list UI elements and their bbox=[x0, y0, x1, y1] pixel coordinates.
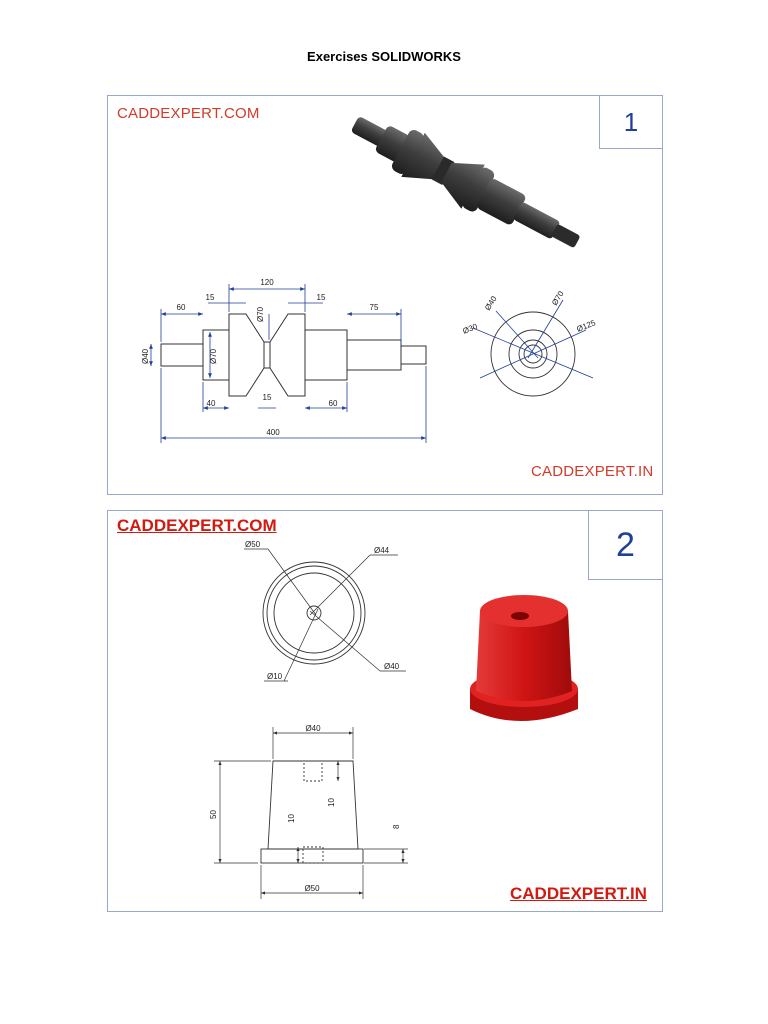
front-dim-base-d50: Ø50 bbox=[304, 884, 320, 893]
shaft-3d-model bbox=[343, 102, 589, 264]
side-dim-d70: Ø70 bbox=[550, 289, 566, 308]
side-dim-d30: Ø30 bbox=[461, 321, 479, 336]
top-dim-d10: Ø10 bbox=[267, 672, 283, 681]
brand-bottom-label: CADDEXPERT.IN bbox=[531, 463, 654, 480]
front-dim-base-8: 8 bbox=[392, 824, 401, 829]
exercise-2-drawing bbox=[108, 511, 662, 911]
dim-total-400: 400 bbox=[266, 428, 280, 437]
top-dim-d40: Ø40 bbox=[384, 662, 400, 671]
dim-bottom-60: 60 bbox=[328, 399, 338, 408]
exercise-1-drawing bbox=[108, 96, 662, 494]
cup-top-view bbox=[263, 562, 365, 664]
exercise-number: 2 bbox=[588, 510, 663, 580]
top-dim-d50: Ø50 bbox=[245, 540, 261, 549]
side-dim-d125: Ø125 bbox=[575, 318, 597, 334]
dim-flange-15b: 15 bbox=[316, 293, 326, 302]
cup-front-view bbox=[261, 761, 363, 863]
front-dim-height-50: 50 bbox=[209, 810, 218, 819]
top-dim-d44: Ø44 bbox=[374, 546, 390, 555]
exercise-2-panel bbox=[107, 510, 663, 912]
cup-3d-model bbox=[470, 595, 578, 721]
dim-flange-15a: 15 bbox=[205, 293, 215, 302]
brand-top-label: CADDEXPERT.COM bbox=[117, 105, 260, 122]
page-title: Exercises SOLIDWORKS bbox=[307, 49, 461, 64]
dim-dia-40-left: Ø40 bbox=[141, 348, 150, 364]
dim-120: 120 bbox=[260, 278, 274, 287]
exercise-number: 1 bbox=[599, 95, 663, 149]
side-dim-d40: Ø40 bbox=[483, 294, 499, 313]
dim-bottom-40: 40 bbox=[206, 399, 216, 408]
front-view-dim-lines bbox=[214, 727, 408, 899]
shaft-front-view bbox=[161, 314, 426, 396]
top-view-leaders bbox=[244, 549, 406, 681]
dim-dia-70-body: Ø70 bbox=[209, 348, 218, 364]
front-dim-hole-10-right: 10 bbox=[327, 798, 336, 807]
front-dim-top-d40: Ø40 bbox=[305, 724, 321, 733]
dim-right-75: 75 bbox=[369, 303, 379, 312]
exercise-1-panel bbox=[107, 95, 663, 495]
dimension-lines-top bbox=[151, 284, 426, 443]
dim-neck-15: 15 bbox=[262, 393, 272, 402]
dim-dia-70-top: Ø70 bbox=[256, 306, 265, 322]
dim-left-60: 60 bbox=[176, 303, 186, 312]
brand-bottom-label: CADDEXPERT.IN bbox=[510, 884, 647, 903]
front-dim-hole-10-left: 10 bbox=[287, 814, 296, 823]
brand-top-label: CADDEXPERT.COM bbox=[117, 516, 277, 535]
